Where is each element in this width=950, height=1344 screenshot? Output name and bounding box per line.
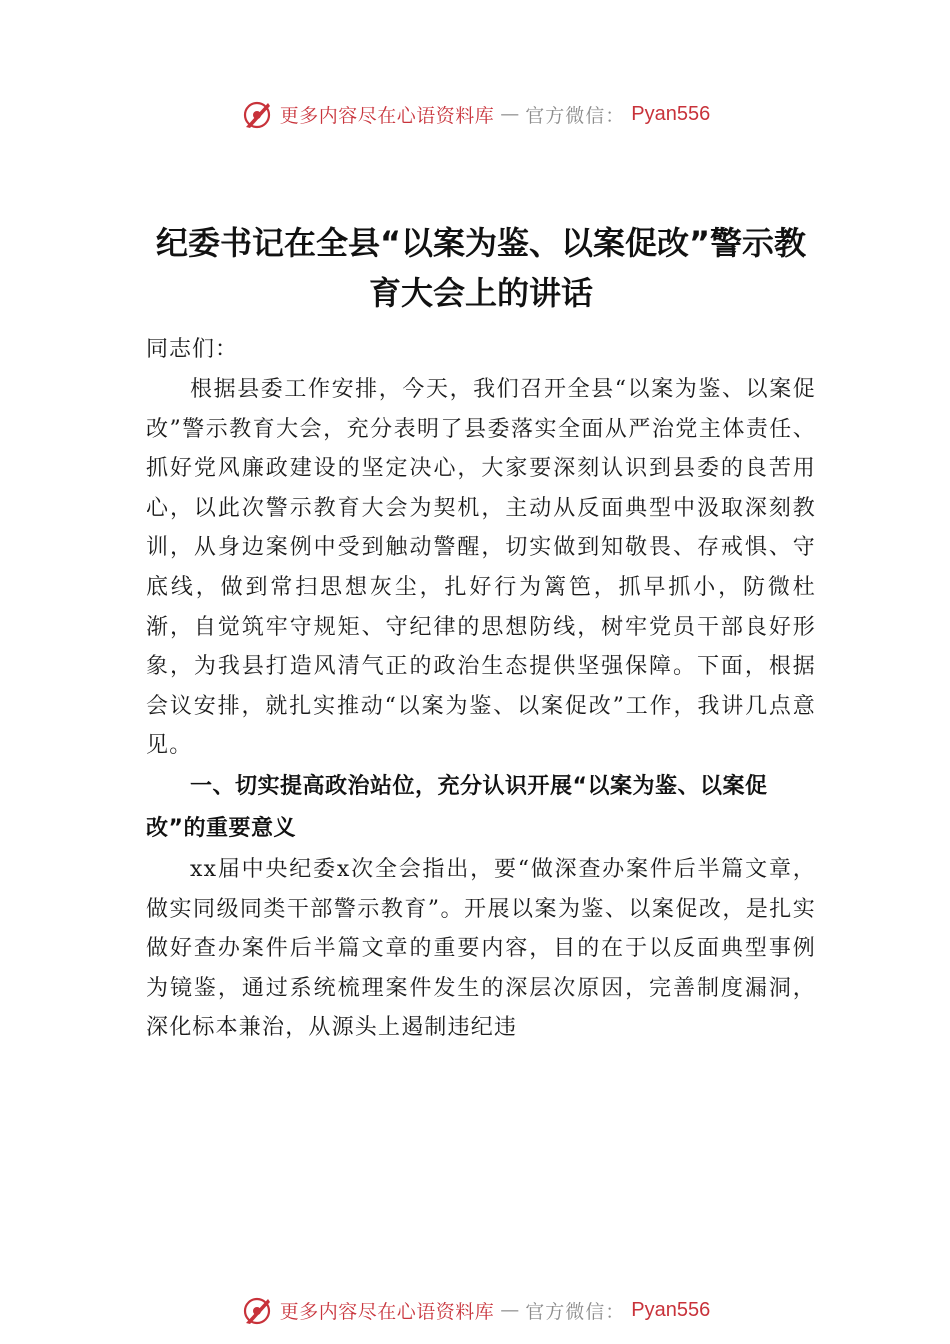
watermark-wechat-label: 官方微信：	[525, 104, 626, 127]
salutation: 同志们：	[146, 337, 239, 362]
quill-circle-icon	[240, 1293, 274, 1327]
section-heading-1: 一、切实提高政治站位，充分认识开展“以案为鉴、以案促改”的重要意义	[146, 773, 768, 841]
watermark-brand-text: 更多内容尽在心语资料库	[279, 104, 495, 127]
watermark-wechat-label: 官方微信：	[525, 1300, 626, 1323]
document-body	[146, 218, 816, 1048]
watermark-separator: —	[500, 103, 520, 125]
footer-watermark	[0, 1290, 950, 1330]
watermark-wechat-id: Pyan556	[631, 102, 711, 125]
document-title: 纪委书记在全县“以案为鉴、以案促改”警示教育大会上的讲话	[155, 224, 807, 312]
header-watermark	[0, 94, 950, 134]
watermark-separator: —	[500, 1299, 520, 1321]
watermark-brand-text: 更多内容尽在心语资料库	[279, 1300, 495, 1323]
watermark-wechat-id: Pyan556	[631, 1298, 711, 1321]
paragraph-intro: 根据县委工作安排，今天，我们召开全县“以案为鉴、以案促改”警示教育大会，充分表明了县委落实全面从严治党主体责任、抓好党风廉政建设的坚定决心，大家要深刻认识到县委的良苦用心，以此次警示教育大会为契机，主动从反面典型中汲取深刻教训，从身边案例中受到触动警醒，切实做到知敬畏、存戒惧、守底线，做到常扫思想灰尘，扎好行为篱笆，抓早抓小，防微杜渐，自觉筑牢守规矩、守纪律的思想防线，树牢党员干部良好形象，为我县打造风清气正的政治生态提供坚强保障。下面，根据会议安排，就扎实推动“以案为鉴、以案促改”工作，我讲几点意见。	[146, 377, 816, 759]
paragraph-section-1: xx届中央纪委x次全会指出，要“做深查办案件后半篇文章，做实同级同类干部警示教育”。开展以案为鉴、以案促改，是扎实做好查办案件后半篇文章的重要内容，目的在于以反面典型事例为镜鉴，通过系统梳理案件发生的深层次原因，完善制度漏洞，深化标本兼治，从源头上遏制违纪违	[146, 856, 816, 1041]
quill-circle-icon	[240, 97, 274, 131]
